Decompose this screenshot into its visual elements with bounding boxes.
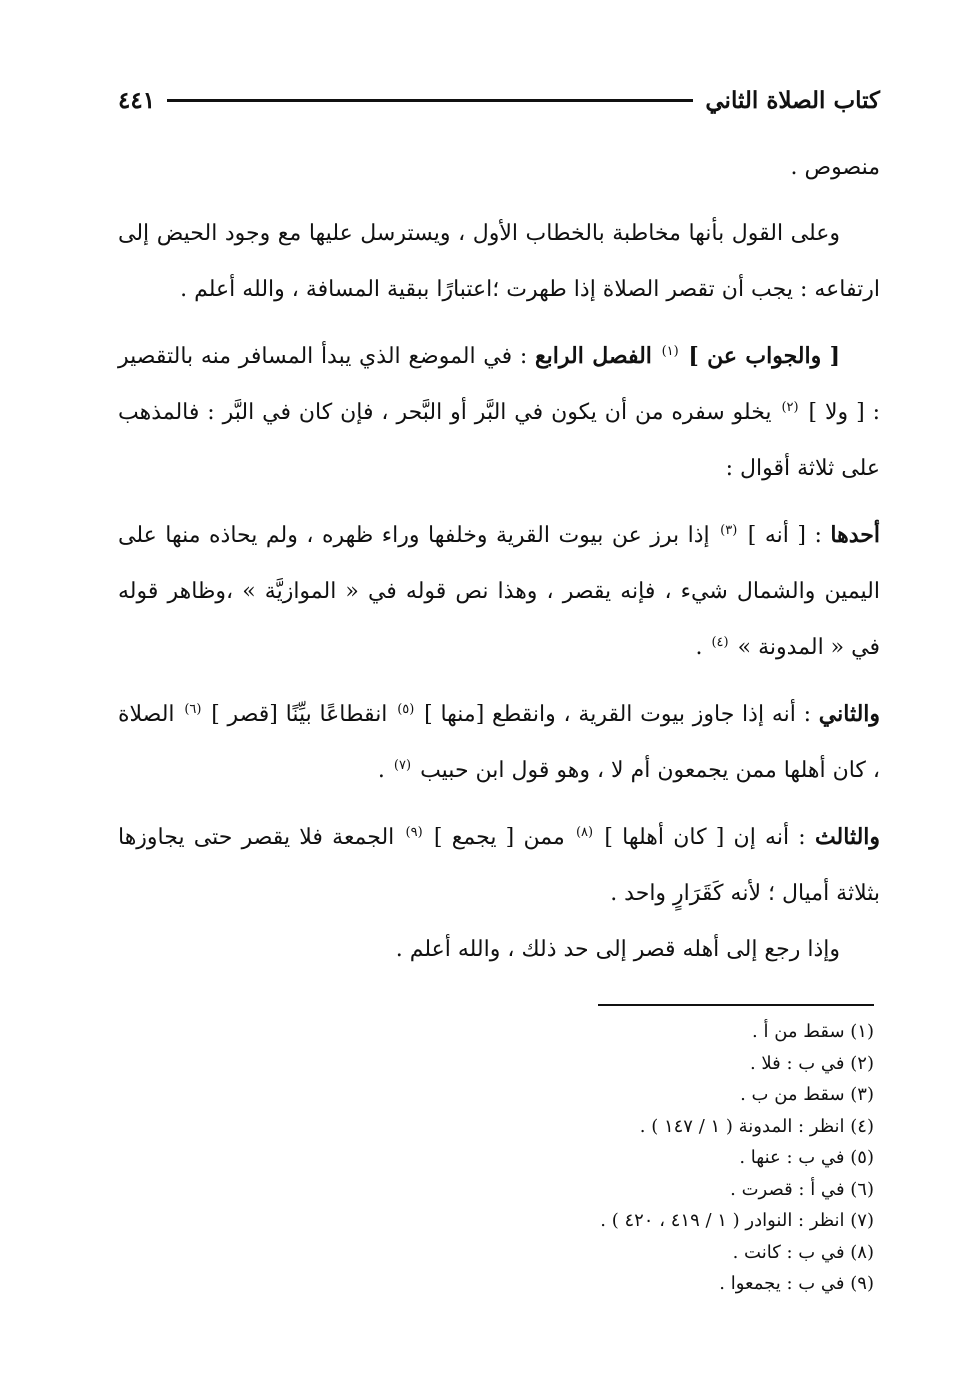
bracket-text: [ والجواب عن ] [688,343,840,369]
section-heading: الفصل الرابع [534,343,652,369]
footnote-ref-5: (٥) [397,701,415,717]
paragraph-1: وعلى القول بأنها مخاطبة بالخطاب الأول ، ويسترسل عليها مع وجود الحيض إلى ارتفاعه : يجب أن تقصر الصلاة إذا طهرت ؛اعتبارًا ببقية المسافة ، والله أعلم . [118,221,880,302]
main-text [118,140,880,978]
footnote-ref-9: (٩) [405,824,423,840]
paragraph-text: الجمعة فلا يقصر حتى يجاوزها بثلاثة أميال ؛ لأنه كَقَرَارٍ واحد . [118,825,880,906]
book-title: كتاب الصلاة الثاني [705,86,880,114]
footnote-3: (٣) سقط من ب . [740,1084,874,1105]
paragraph-text: : [ أنه ] [747,523,822,548]
paragraph-text: انقطاعًا بيِّنًا [قصر ] [211,702,388,727]
paragraph-text: : في الموضع الذي يبدأ المسافر منه بالتقصير : [ ولا ] [118,344,881,425]
paragraph-5 [118,809,880,922]
footnote-9: (٩) في ب : يجمعوا . [719,1273,874,1294]
paragraph-3 [118,507,880,676]
paragraph-text: . [377,758,385,783]
page-number: ٤٤١ [118,86,156,114]
paragraph-2 [118,328,880,497]
opinion-label: والثالث [814,824,881,850]
paragraph-4 [118,686,880,799]
page-header [118,80,880,120]
paragraph-text: يخلو سفره من أن يكون في البَّر أو البَّحر ، فإن كان في البَّر : فالمذهب على ثلاثة أقوال : [118,400,880,481]
footnote-5: (٥) في ب : عنها . [739,1147,874,1168]
footnote-ref-6: (٦) [184,701,202,717]
footnote-2: (٢) في ب : فلا . [749,1052,874,1074]
header-rule [167,99,693,102]
footnote-ref-3: (٣) [720,522,738,538]
footnotes [454,1016,874,1300]
opinion-label: أحدها [830,522,880,548]
paragraph-text: . [695,635,703,660]
footnote-ref-4: (٤) [711,634,729,650]
paragraph-text: : أنه إذا جاوز بيوت القرية ، وانقطع [منها ] [424,702,812,727]
opinion-label: والثاني [818,701,881,727]
paragraph-text: الصلاة ، كان أهلها ممن يجمعون أم لا ، وهو قول ابن حبيب [118,702,880,783]
footnote-4: (٤) انظر : المدونة ( ١ / ١٤٧ ) . [639,1115,874,1137]
footnote-ref-7: (٧) [393,757,412,773]
paragraph-text: إذا برز عن بيوت القرية وخلفها وراء ظهره ، ولم يحاذه منها على اليمين والشمال شيء ، فإنه يقصر ، وهذا نص قوله في « الموازيَّة » ،وظاهر قوله في « المدونة » [118,523,880,660]
footnote-8: (٨) في ب : كانت . [732,1241,874,1263]
paragraph-6: وإذا رجع إلى أهله قصر إلى حد ذلك ، والله أعلم . [395,937,840,962]
footnote-ref-8: (٨) [575,824,594,840]
footnote-7: (٧) انظر : النوادر ( ١ / ٤١٩ ، ٤٢٠ ) . [600,1210,874,1231]
paragraph-text: ممن [ يجمع ] [433,825,565,850]
paragraph-0: منصوص . [790,155,880,180]
paragraph-text: : أنه إن [ كان أهلها ] [604,825,806,850]
footnote-ref-1: (١) [661,343,679,359]
footnote-6: (٦) في أ : قصرت . [730,1178,874,1200]
footnote-ref-2: (٢) [781,399,799,415]
footnote-separator [598,1004,874,1006]
footnote-1: (١) سقط من أ . [752,1021,874,1042]
